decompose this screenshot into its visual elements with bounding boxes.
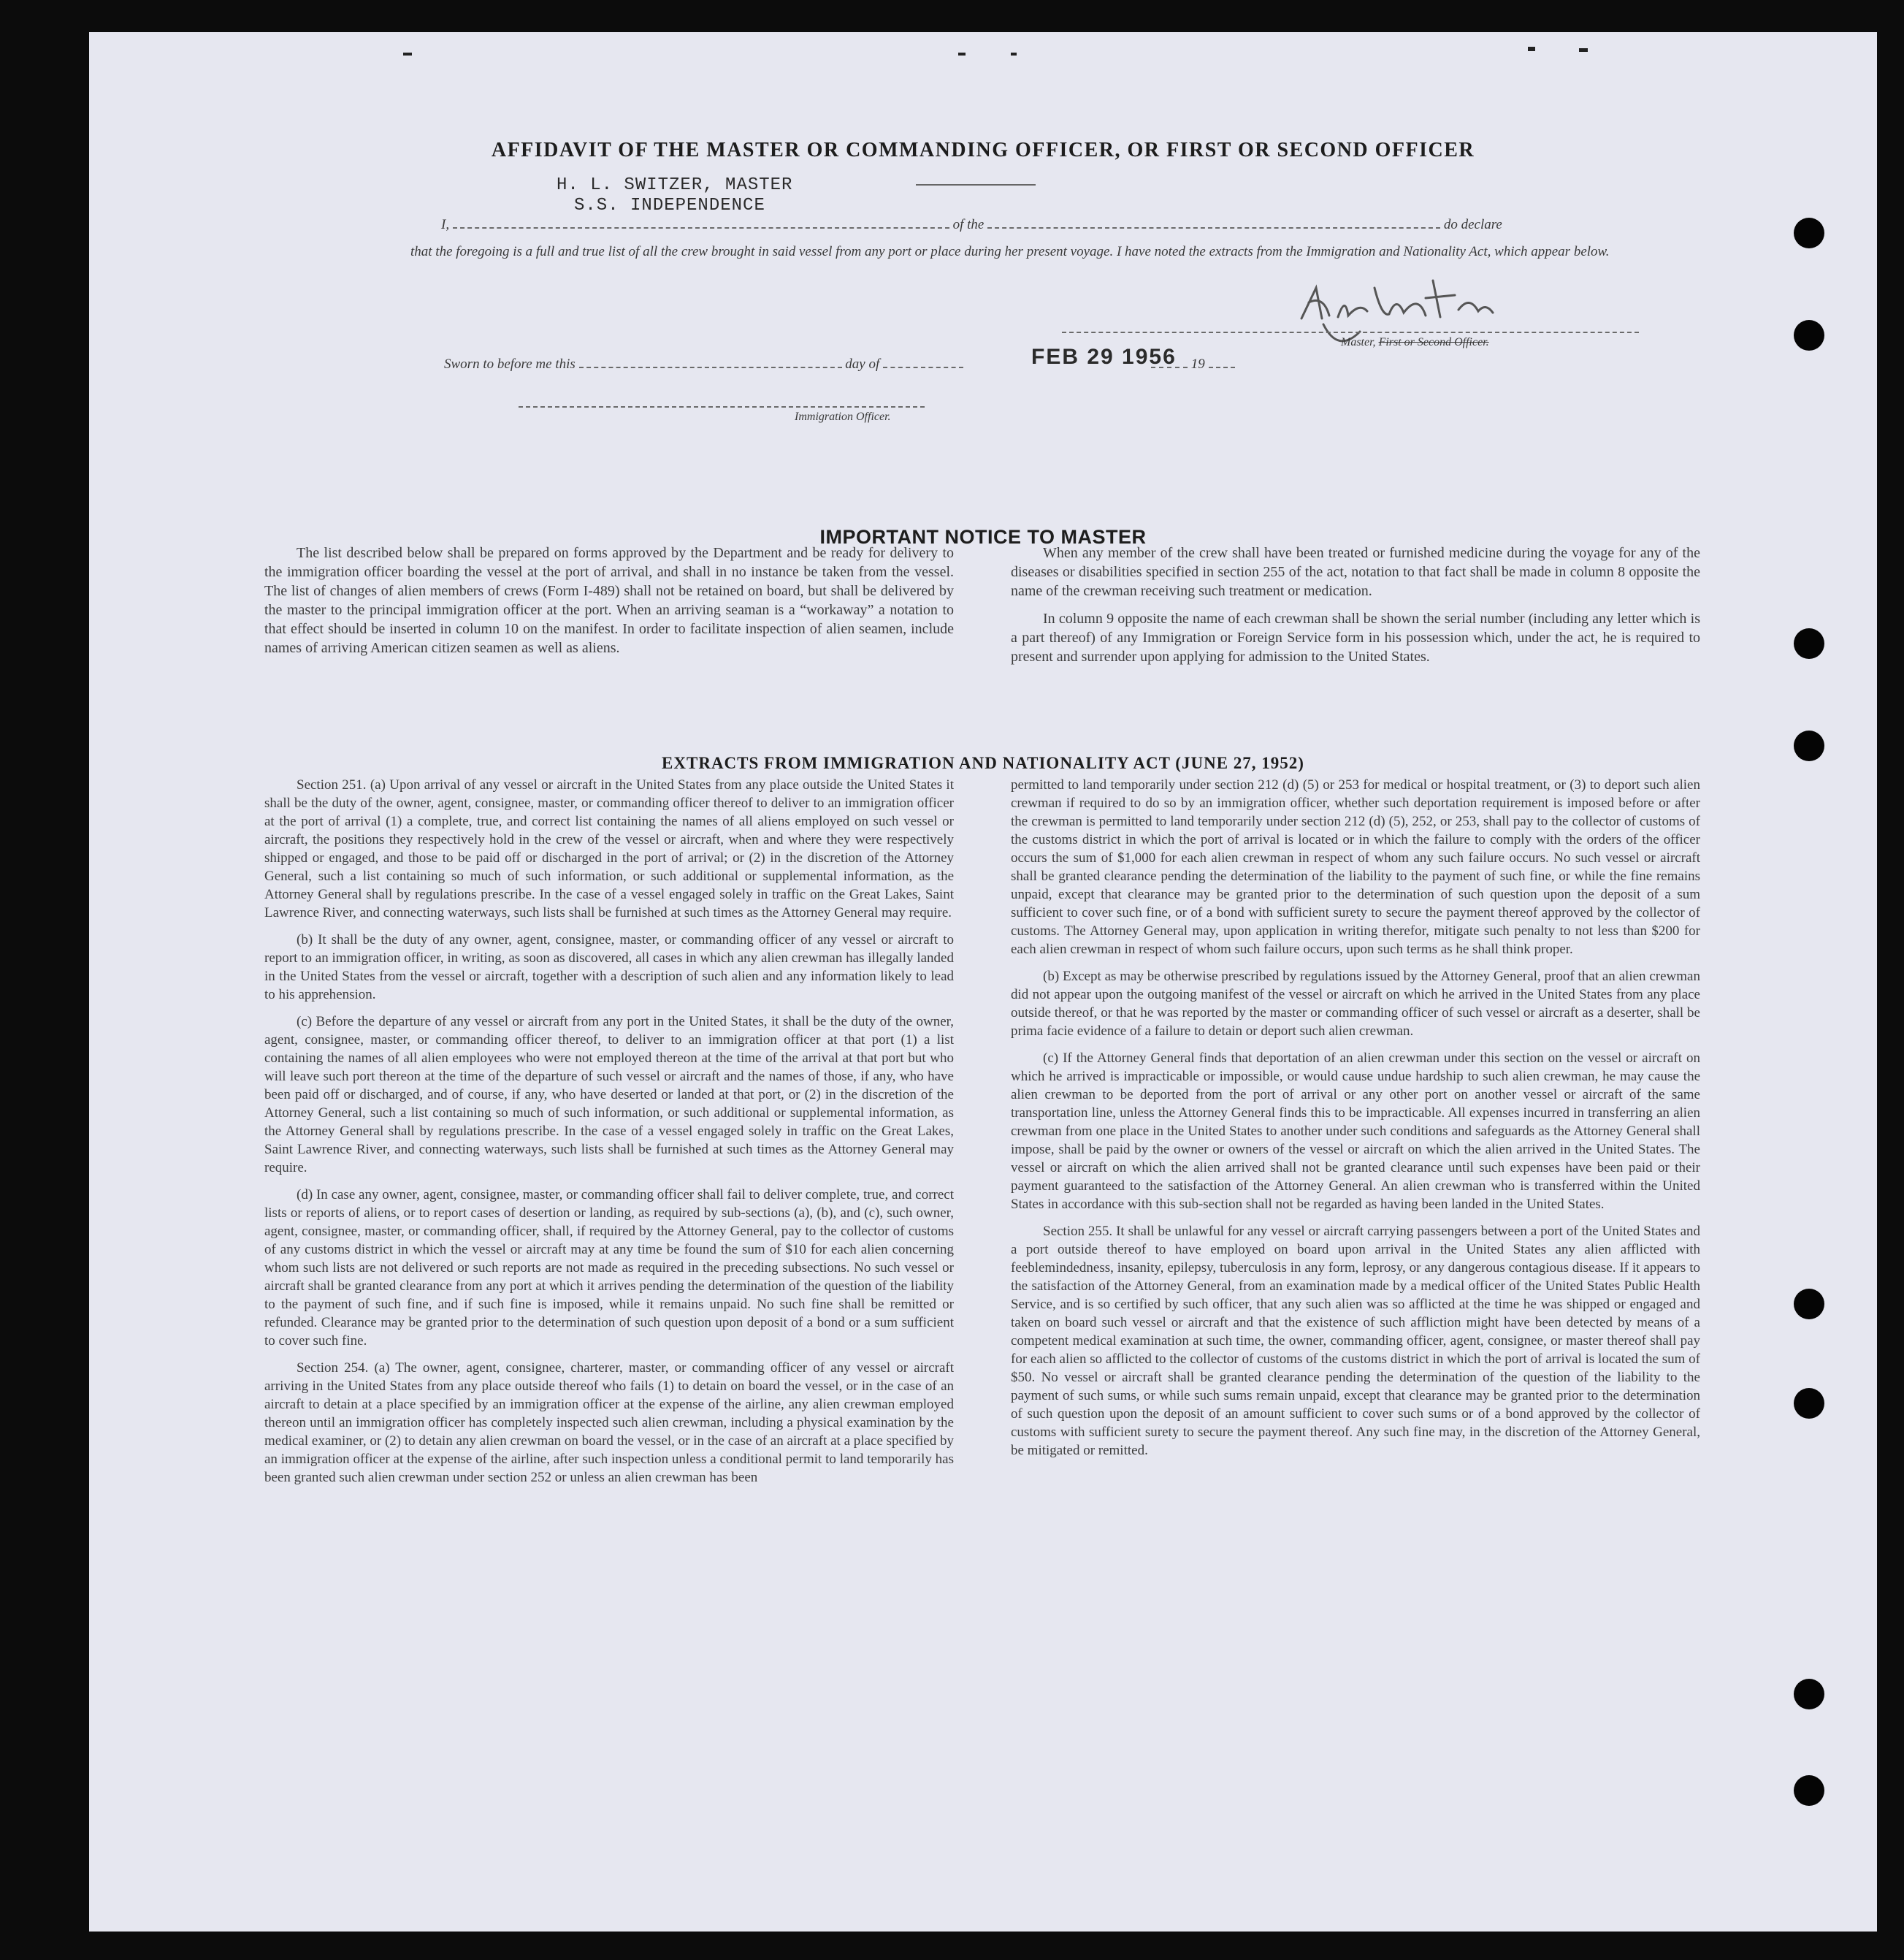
section-254-a: Section 254. (a) The owner, agent, consignee, charterer, master, or commanding officer of any vessel or aircraft arriving in the United States from any place outside thereof who fails (1) to detain on board the vessel, or in the case of an aircraft to detain at a place specified by an immigration officer at the expense of the airline, any alien crewman employed thereon until an immigration officer has completely inspected such alien crewman, including a physical examination by the medical examiner, or (2) to detain any alien crewman on board the vessel, or in the case of an aircraft at a place specified by an immigration officer at the expense of the airline, after such inspection unless a conditional permit to land temporarily has been granted such alien crewman under section 252 or unless an alien crewman has been: [264, 1360, 954, 1485]
section-251-c: (c) Before the departure of any vessel or aircraft from any port in the United States, it shall be the duty of the owner, agent, consignee, master, or commanding officer thereof, to deliver to an immigration officer at that port (1) a list containing the names of all alien employees who were not employed thereon at the time of the arrival at that port but who will leave such port thereon at the time of the departure of such vessel or aircraft and the names of those, if any, who have been paid off or discharged, and of course, if any, who have deserted or landed at that port, or (2) in the discretion of the Attorney General, such a list containing so much of such information, or such additional or supplemental information, as the Attorney General shall by regulations prescribe. In the case of a vessel engaged solely in traffic on the Great Lakes, Saint Lawrence River, and connecting waterways, such lists shall be furnished at such times as the Attorney General may require.: [264, 1014, 954, 1175]
sworn-label: Sworn to before me this: [444, 356, 576, 372]
punch-hole: [1794, 320, 1824, 351]
officer-caption: Immigration Officer.: [795, 411, 891, 423]
date-stamp: FEB 29 1956: [1031, 345, 1177, 369]
punch-hole: [1794, 218, 1824, 248]
declaration-statement: that the foregoing is a full and true list of all the crew brought in said vessel from any port or place during her present voyage. I have noted the extracts from the Immigration and Nationality Act, which appear below.: [410, 244, 1610, 259]
section-254-b: (b) Except as may be otherwise prescribed by regulations issued by the Attorney General, proof that an alien crewman did not appear upon the outgoing manifest of the vessel or aircraft on which he arrived in the United States from any place outside thereof, or that he was reported by the master or commanding officer of such vessel or aircraft as a deserter, shall be prima facie evidence of a failure to detain or deport such alien crewman.: [1011, 969, 1700, 1039]
section-254-c: (c) If the Attorney General finds that deportation of an alien crewman under this section on the vessel or aircraft on which he arrived is impracticable or impossible, or would cause undue hardship to such alien crewman, he may cause the alien crewman to be deported from the port of arrival or any other port on another vessel or aircraft of the same transportation line, unless the Attorney General finds this to be impracticable. All expenses incurred in transferring an alien crewman from one place in the United States to another under such conditions and safeguards as the Attorney General shall impose, shall be paid by the owner or owners of the vessel or aircraft on which the alien arrived in the United States. The vessel or aircraft on which the alien arrived shall not be granted clearance until such expenses have been paid or their payment guaranteed to the satisfaction of the Attorney General. An alien crewman who is transferred within the United States in accordance with this sub-section shall not be regarded as having been landed in the United States.: [1011, 1050, 1700, 1212]
affidavit-title: AFFIDAVIT OF THE MASTER OR COMMANDING OFFICER, OR FIRST OR SECOND OFFICER: [491, 139, 1475, 161]
punch-hole: [1794, 1679, 1824, 1709]
caption-master: Master,: [1341, 336, 1376, 348]
notice-right-column: [1011, 544, 1700, 675]
section-251-d: (d) In case any owner, agent, consignee, master, or commanding officer shall fail to deliver complete, true, and correct lists or reports of aliens, or to report cases of desertion or landing, as required by sub-sections (a), (b), and (c), such owner, agent, consignee, master, or commanding officer, shall, if required by the Attorney General, pay to the collector of customs of any customs district in which the vessel or aircraft may at any time be found the sum of $10 for each alien concerning whom such lists are not delivered or such reports are not made as required in the preceding subsections. No such vessel or aircraft shall be granted clearance from any port at which it arrives pending the determination of the question of the liability to the payment of such fine, and if such fine is imposed, while it remains unpaid. No such fine shall be remitted or refunded. Clearance may be granted prior to the determination of such question upon deposit of a bond or a sum sufficient to cover such fine.: [264, 1187, 954, 1349]
section-251-b: (b) It shall be the duty of any owner, agent, consignee, master, or commanding officer of any vessel or aircraft to report to an immigration officer, in writing, as soon as discovered, all cases in which any alien crewman has illegally landed in the United States from the vessel or aircraft, together with a description of such alien and any information likely to lead to his apprehension.: [264, 932, 954, 1002]
vessel-blank: [987, 217, 1440, 229]
typed-master-name: H. L. SWITZER, MASTER: [557, 175, 793, 195]
year-blank: [1209, 356, 1235, 368]
notice-paragraph: When any member of the crew shall have been treated or furnished medicine during the voyage for any of the diseases or disabilities specified in section 255 of the act, notation to that fact shall be made in column 8 opposite the name of the crewman receiving such treatment or medication.: [1011, 545, 1700, 599]
notice-title: IMPORTANT NOTICE TO MASTER: [819, 526, 1147, 548]
notice-paragraph: In column 9 opposite the name of each crewman shall be shown the serial number (including any letter which is a part thereof) of any Immigration or Foreign Service form in his possession which, under the act, he is required to present and surrender upon applying for admission to the United States.: [1011, 611, 1700, 665]
punch-hole: [1794, 1775, 1824, 1806]
title-rule: [916, 184, 1036, 186]
day-blank: [579, 356, 842, 368]
section-254-a-continued: permitted to land temporarily under section 212 (d) (5) or 253 for medical or hospital treatment, or (3) to deport such alien crewman if required to do so by an immigration officer, whether such deportation requirement is imposed before or after the crewman is permitted to land temporarily under section 212 (d) (5), 252, or 253, shall pay to the collector of customs of the customs district in which the port of arrival is located or in which the failure to comply with the orders of the officer occurs the sum of $1,000 for each alien crewman in respect of whom any such failure occurs. No such vessel or aircraft shall be granted clearance pending the determination of the liability to the payment of such fine, or while the fine remains unpaid, except that clearance may be granted prior to the determination of such question upon the deposit of a sum sufficient to cover such fine, or of a bond with sufficient surety to secure the payment thereof approved by the collector of customs. The Attorney General may, upon application in writing therefor, mitigate such penalty to not less than $200 for each alien crewman in respect of whom such failure occurs, upon such terms as he shall think proper.: [1011, 777, 1700, 957]
punch-hole: [1794, 628, 1824, 659]
caption-struck-officer: First or Second Officer.: [1378, 336, 1489, 348]
signature-caption: [1341, 336, 1489, 349]
scan-speck: [958, 53, 966, 56]
declaration-line: [441, 217, 1632, 233]
section-255: Section 255. It shall be unlawful for any vessel or aircraft carrying passengers between a port of the United States and a port outside thereof to have employed on board upon arrival in the United States any alien afflicted with feeblemindedness, insanity, epilepsy, tuberculosis in any form, leprosy, or any dangerous contagious disease. If it appears to the satisfaction of the Attorney General, from an examination made by a medical officer of the United States Public Health Service, and is so certified by such officer, that any such alien was so afflicted at the time he was shipped or engaged and taken on board such vessel or aircraft and that the existence of such affliction might have been detected by means of a competent medical examination at such time, the owner, commanding officer, agent, consignee, or master thereof shall pay for each alien so afflicted to the collector of customs of the customs district in which the port of arrival is located the sum of $50. No vessel or aircraft shall be granted clearance pending the determination of the question of the liability to the payment of such sums, or while such sums remain unpaid, except that clearance may be granted prior to the determination of such question upon the deposit of an amount sufficient to cover such sums or of a bond approved by the collector of customs with sufficient surety to secure the payment thereof. Any such fine may, in the discretion of the Attorney General, be mitigated or remitted.: [1011, 1224, 1700, 1458]
typed-vessel-name: S.S. INDEPENDENCE: [574, 196, 765, 216]
extracts-left-column: [264, 776, 954, 1495]
extracts-title: EXTRACTS FROM IMMIGRATION AND NATIONALITY ACT (JUNE 27, 1952): [662, 754, 1304, 772]
notice-paragraph: The list described below shall be prepared on forms approved by the Department and be ready for delivery to the immigration officer boarding the vessel at the port of arrival, and shall in no instance be taken from the vessel. The list of changes of alien members of crews (Form I-489) shall not be retained on board, but shall be delivered by the master to the principal immigration officer at the port. When an arriving seaman is a “workaway” a notation to that effect should be inserted in column 10 on the manifest. In order to facilitate inspection of alien seamen, include names of arriving American citizen seamen as well as aliens.: [264, 545, 954, 656]
document-page: [89, 32, 1877, 1932]
label-do-declare: do declare: [1443, 217, 1502, 232]
punch-hole: [1794, 731, 1824, 761]
notice-left-column: [264, 544, 954, 666]
scan-speck: [1011, 53, 1017, 56]
scan-speck: [1528, 47, 1535, 51]
officer-signature-blank: [519, 406, 925, 408]
day-of-label: day of: [845, 356, 880, 372]
label-i: I,: [441, 217, 450, 232]
month-blank: [883, 356, 963, 368]
scan-speck: [403, 53, 412, 56]
extracts-right-column: [1011, 776, 1700, 1468]
scan-speck: [1579, 48, 1588, 52]
punch-hole: [1794, 1289, 1824, 1319]
signature-blank: [1062, 332, 1639, 333]
punch-hole: [1794, 1388, 1824, 1419]
year-blank-lead: [1151, 356, 1188, 368]
section-251-a: Section 251. (a) Upon arrival of any vessel or aircraft in the United States from any place outside the United States it shall be the duty of the owner, agent, consignee, master, or commanding officer thereof to deliver to an immigration officer at the port of arrival (1) a complete, true, and correct list containing the names of all aliens employed on such vessel or aircraft, the positions they respectively hold in the crew of the vessel or aircraft, when and where they were respectively shipped or engaged, and those to be paid off or discharged in the port of arrival; or (2) in the discretion of the Attorney General, such a list containing so much of such information, or such additional or supplemental information, as the Attorney General shall by regulations prescribe. In the case of a vessel engaged solely in traffic on the Great Lakes, Saint Lawrence River, and connecting waterways, such lists shall be furnished at such times as the Attorney General may require.: [264, 777, 954, 920]
year-label: 19: [1190, 356, 1205, 372]
label-of-the: of the: [952, 217, 985, 232]
year-field: [1151, 356, 1235, 373]
name-blank: [453, 217, 949, 229]
sworn-line: [444, 356, 963, 373]
